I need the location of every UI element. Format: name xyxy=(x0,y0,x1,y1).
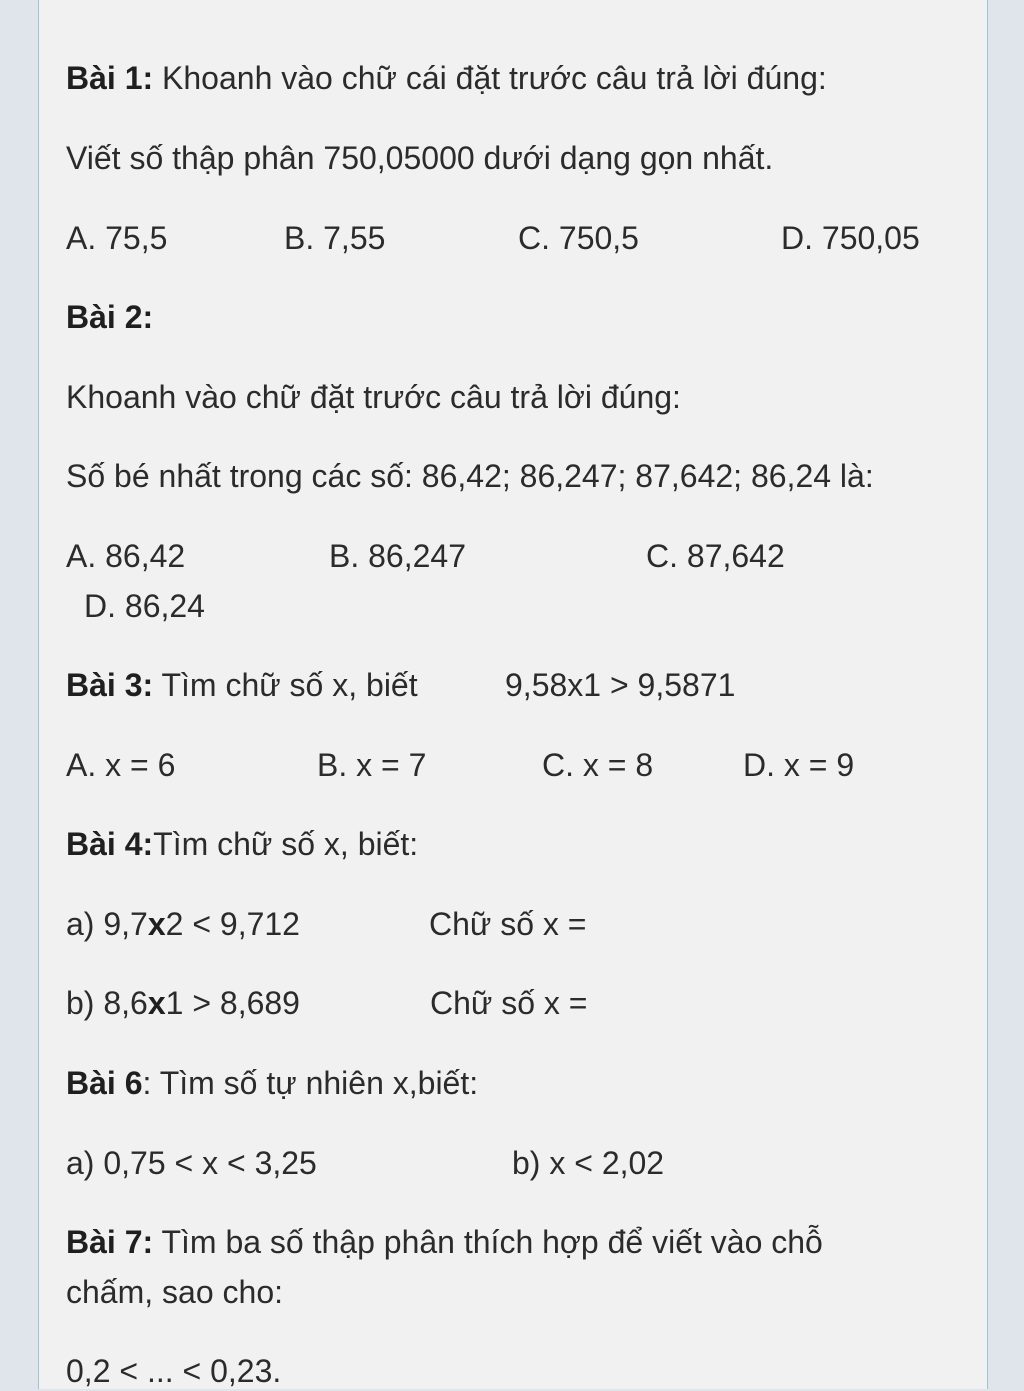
bai1-option-b: B. 7,55 xyxy=(284,220,386,256)
bai2-heading: Bài 2: xyxy=(66,299,154,335)
bai4-heading: Bài 4: xyxy=(66,826,154,862)
bai1-question: Viết số thập phân 750,05000 dưới dạng gọn nhất. xyxy=(66,140,774,176)
bai7-title xyxy=(66,1222,823,1262)
bai4-b-x: x xyxy=(147,985,166,1021)
bai4-prompt: Tìm chữ số x, biết: xyxy=(153,826,419,862)
bai1-option-c: C. 750,5 xyxy=(518,220,639,256)
bai7-expression: 0,2 < ... < 0,23. xyxy=(66,1353,282,1389)
bai3-expression: 9,58x1 > 9,5871 xyxy=(505,667,736,703)
bai4-b-post: 1 > 8,689 xyxy=(165,985,300,1021)
bai3-title xyxy=(66,665,418,705)
bai1-option-d: D. 750,05 xyxy=(781,220,920,256)
bai4-a-x: x xyxy=(147,906,166,942)
bai2-question: Số bé nhất trong các số: 86,42; 86,247; 87,642; 86,24 là: xyxy=(66,458,874,494)
bai4-title xyxy=(66,824,418,864)
bai6-title xyxy=(66,1063,478,1103)
bai4-a-pre: a) 9,7 xyxy=(66,906,148,942)
bai4-a-post: 2 < 9,712 xyxy=(165,906,300,942)
bai3-heading: Bài 3: xyxy=(66,667,154,703)
bai6-part-b: b) x < 2,02 xyxy=(512,1145,665,1181)
bai1-prompt: Khoanh vào chữ cái đặt trước câu trả lời đúng: xyxy=(153,60,827,96)
bai3-prompt: Tìm chữ số x, biết xyxy=(153,667,418,703)
bai4-part-a xyxy=(66,904,300,944)
bai1-option-a: A. 75,5 xyxy=(66,220,168,256)
bai7-prompt-continued: chấm, sao cho: xyxy=(66,1274,283,1310)
bai2-option-b: B. 86,247 xyxy=(329,538,466,574)
bai2-option-a: A. 86,42 xyxy=(66,538,186,574)
bai7-prompt: Tìm ba số thập phân thích hợp để viết vào chỗ xyxy=(153,1224,823,1260)
bai2-option-c: C. 87,642 xyxy=(646,538,785,574)
bai1-title xyxy=(66,58,827,98)
bai4-part-b xyxy=(66,983,300,1023)
bai6-part-a: a) 0,75 < x < 3,25 xyxy=(66,1145,317,1181)
bai4-b-answer: Chữ số x = xyxy=(430,985,588,1021)
bai2-prompt: Khoanh vào chữ đặt trước câu trả lời đúng: xyxy=(66,379,681,415)
bai2-option-d: D. 86,24 xyxy=(84,588,205,624)
bai7-heading: Bài 7: xyxy=(66,1224,154,1260)
bai6-heading: Bài 6 xyxy=(66,1065,143,1101)
bai3-option-a: A. x = 6 xyxy=(66,747,176,783)
bai1-heading: Bài 1: xyxy=(66,60,154,96)
bai6-prompt: : Tìm số tự nhiên x,biết: xyxy=(142,1065,479,1101)
bai4-b-pre: b) 8,6 xyxy=(66,985,148,1021)
bai3-option-d: D. x = 9 xyxy=(743,747,855,783)
bai3-option-c: C. x = 8 xyxy=(542,747,654,783)
bai4-a-answer: Chữ số x = xyxy=(429,906,587,942)
bai3-option-b: B. x = 7 xyxy=(317,747,427,783)
